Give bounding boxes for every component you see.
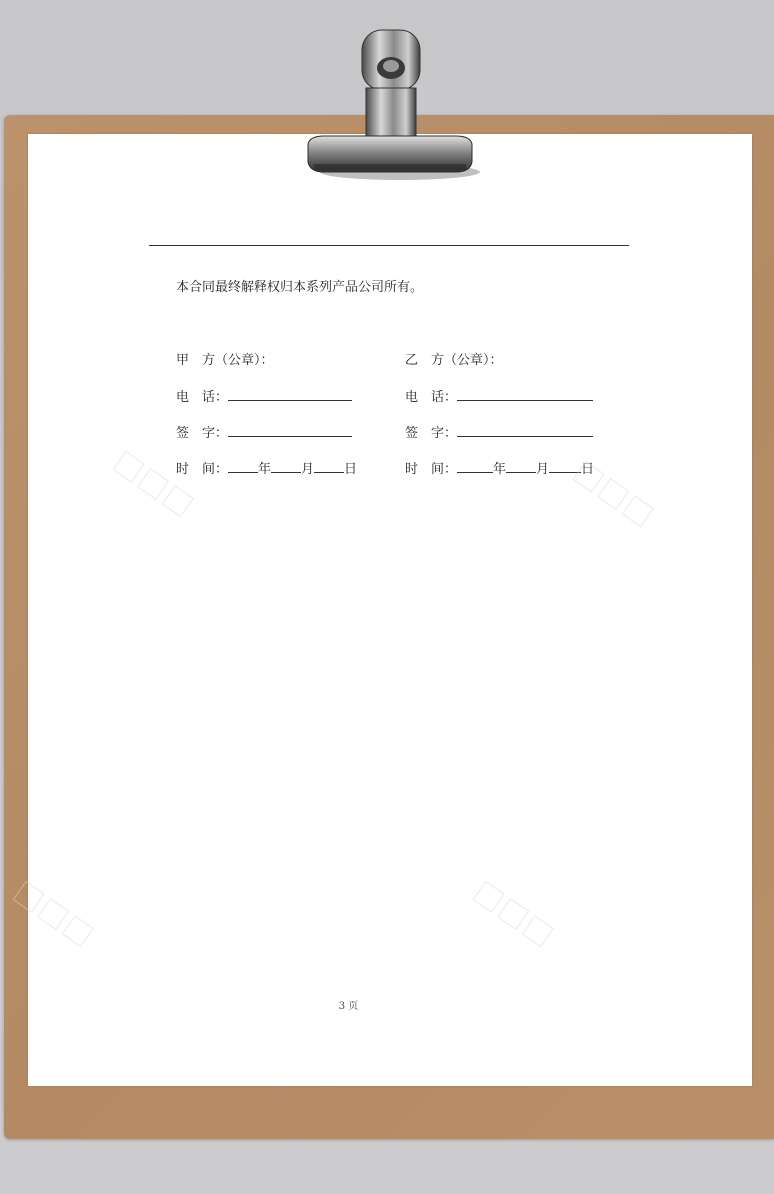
party-a-day-blank[interactable] <box>314 458 344 473</box>
party-a-day-label: 日 <box>344 462 358 477</box>
party-b-signature <box>405 422 593 441</box>
party-b-year-label: 年 <box>493 462 507 477</box>
party-b-year-blank[interactable] <box>457 458 493 473</box>
watermark-mark-icon <box>560 460 680 540</box>
party-a-phone <box>176 386 352 405</box>
party-b-time-label: 时 间： <box>405 462 458 477</box>
party-b-month-label: 月 <box>536 462 550 477</box>
party-a-phone-blank[interactable] <box>228 386 352 401</box>
party-b-phone-blank[interactable] <box>457 386 593 401</box>
party-b-month-blank[interactable] <box>506 458 536 473</box>
page-number: 3 页 <box>338 1001 359 1012</box>
watermark-mark-icon <box>0 880 120 960</box>
party-a-year-blank[interactable] <box>228 458 258 473</box>
watermark-mark-icon <box>460 880 580 960</box>
party-b-day-label: 日 <box>581 462 595 477</box>
interpretation-statement: 本合同最终解释权归本系列产品公司所有。 <box>176 280 424 295</box>
party-b-sign-blank[interactable] <box>457 422 593 437</box>
party-b-sign-label: 签 字： <box>405 426 458 441</box>
party-a-sign-blank[interactable] <box>228 422 352 437</box>
party-b-phone <box>405 386 593 405</box>
party-a-title <box>176 349 274 368</box>
party-b-title <box>405 349 503 368</box>
party-a-sign-label: 签 字： <box>176 426 229 441</box>
party-b-phone-label: 电 话： <box>405 390 458 405</box>
binder-clip-icon <box>300 24 480 184</box>
party-a-year-label: 年 <box>258 462 272 477</box>
party-a-phone-label: 电 话： <box>176 390 229 405</box>
watermark-mark-icon <box>100 450 220 530</box>
party-a-month-label: 月 <box>301 462 315 477</box>
party-a-time-label: 时 间： <box>176 462 229 477</box>
party-a-title-label: 甲 方（公章）： <box>176 353 274 368</box>
party-a-month-blank[interactable] <box>271 458 301 473</box>
party-a-signature <box>176 422 352 441</box>
party-b-title-label: 乙 方（公章）： <box>405 353 503 368</box>
top-divider <box>149 245 629 246</box>
